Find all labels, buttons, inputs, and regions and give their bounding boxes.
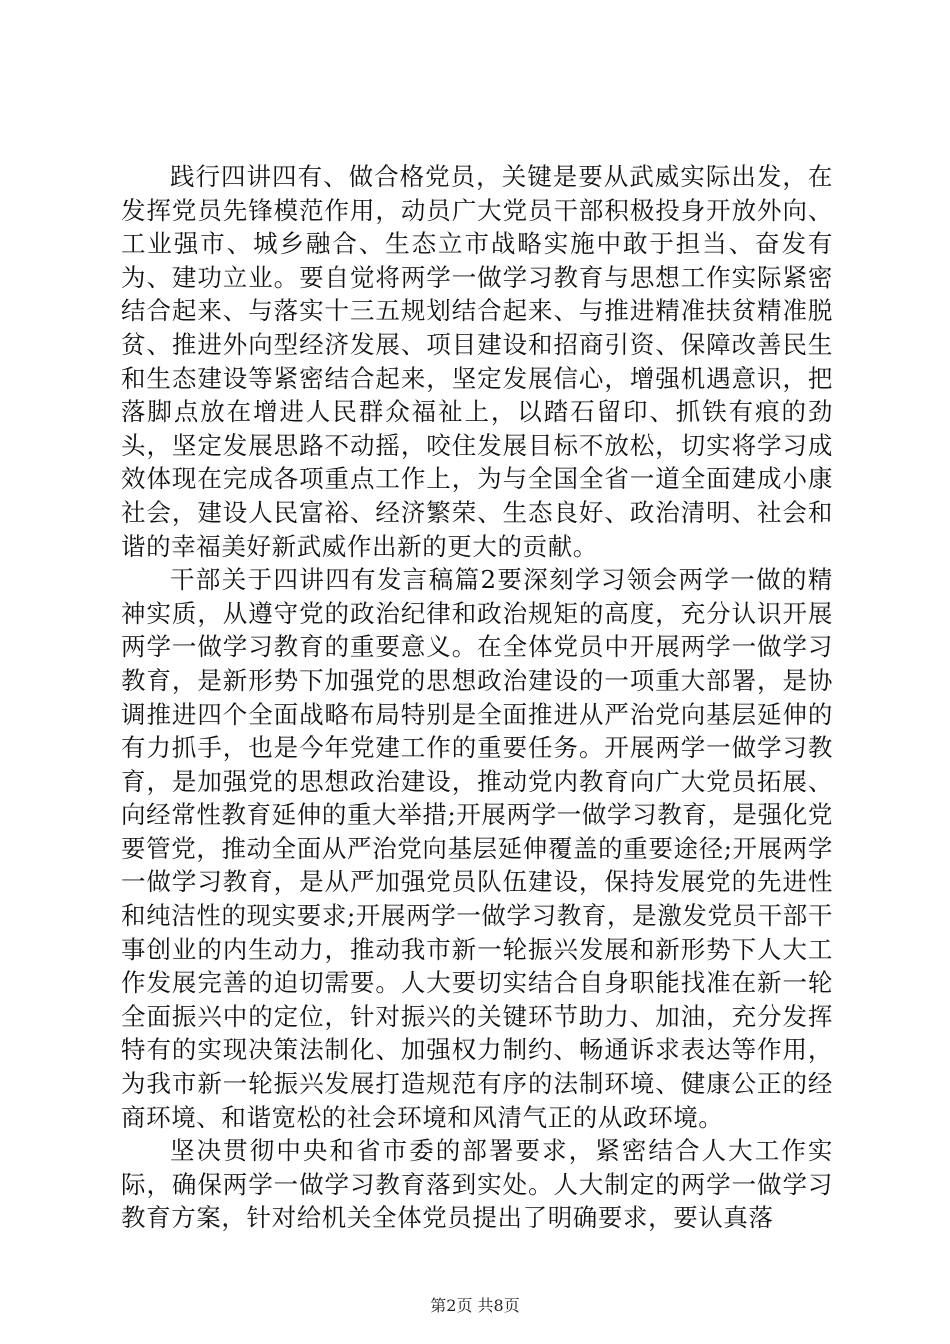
paragraph-2: 干部关于四讲四有发言稿篇2要深刻学习领会两学一做的精神实质，从遵守党的政治纪律和政治规矩的高度，充分认识开展两学一做学习教育的重要意义。在全体党员中开展两学一做学习教育，是新形势下加强党的思想政治建设的一项重大部署，是协调推进四个全面战略布局特别是全面推进从严治党向基层延伸的有力抓手，也是今年党建工作的重要任务。开展两学一做学习教育，是加强党的思想政治建设，推动党内教育向广大党员拓展、向经常性教育延伸的重大举措;开展两学一做学习教育，是强化党要管党，推动全面从严治党向基层延伸覆盖的重要途径;开展两学一做学习教育，是从严加强党员队伍建设，保持发展党的先进性和纯洁性的现实要求;开展两学一做学习教育，是激发党员干部干事创业的内生动力，推动我市新一轮振兴发展和新形势下人大工作发展完善的迫切需要。人大要切实结合自身职能找准在新一轮全面振兴中的定位，针对振兴的关键环节助力、加油，充分发挥特有的实现决策法制化、加强权力制约、畅通诉求表达等作用，为我市新一轮振兴发展打造规范有序的法制环境、健康公正的经商环境、和谐宽松的社会环境和风清气正的从政环境。 (121, 565, 833, 1132)
page-number-footer: 第2页 共8页 (430, 1296, 520, 1315)
paragraph-1: 践行四讲四有、做合格党员，关键是要从武威实际出发，在发挥党员先锋模范作用，动员广大党员干部积极投身开放外向、工业强市、城乡融合、生态立市战略实施中敢于担当、奋发有为、建功立业。要自觉将两学一做学习教育与思想工作实际紧密结合起来、与落实十三五规划结合起来、与推进精准扶贫精准脱贫、推进外向型经济发展、项目建设和招商引资、保障改善民生和生态建设等紧密结合起来，坚定发展信心，增强机遇意识，把落脚点放在增进人民群众福祉上，以踏石留印、抓铁有痕的劲头，坚定发展思路不动摇，咬住发展目标不放松，切实将学习成效体现在完成各项重点工作上，为与全国全省一道全面建成小康社会，建设人民富裕、经济繁荣、生态良好、政治清明、社会和谐的幸福美好新武威作出新的更大的贡献。 (121, 162, 833, 561)
paragraph-3: 坚决贯彻中央和省市委的部署要求，紧密结合人大工作实际，确保两学一做学习教育落到实处。人大制定的两学一做学习教育方案，针对给机关全体党员提出了明确要求，要认真落 (121, 1136, 833, 1233)
document-body (121, 160, 833, 1235)
